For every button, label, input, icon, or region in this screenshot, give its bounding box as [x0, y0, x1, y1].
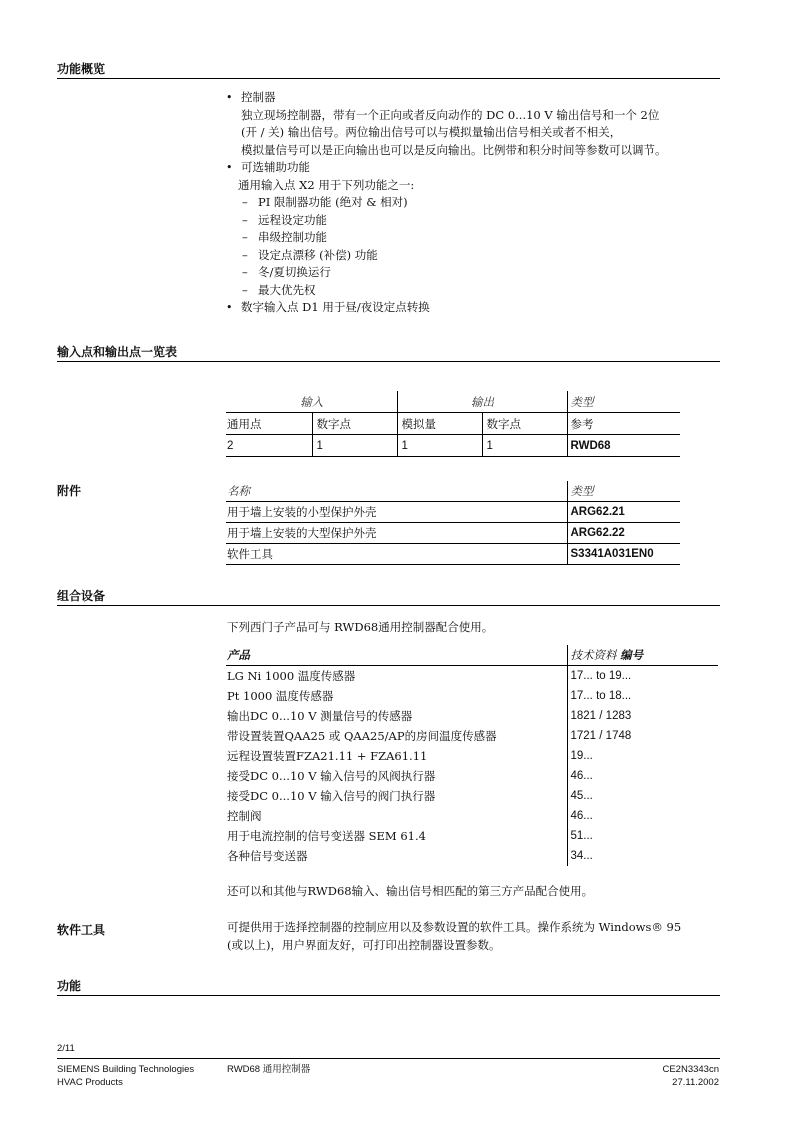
- io-group-output: 输出: [397, 391, 567, 413]
- table-row: [226, 706, 718, 726]
- footer-doc-title: RWD68 通用控制器: [227, 1064, 311, 1075]
- footer-doc-code: CE2N3343cn: [662, 1064, 719, 1075]
- section-title-functions: 功能: [57, 979, 82, 993]
- table-row: [226, 686, 718, 706]
- accessories-header-type: 类型: [567, 481, 680, 502]
- accessory-type: ARG62.21: [567, 502, 680, 523]
- equipment-header-doc-number: 编号: [620, 648, 644, 662]
- equipment-intro: 下列西门子产品可与 RWD68通用控制器配合使用。: [227, 620, 494, 634]
- io-header-cell: 数字点: [312, 413, 397, 435]
- table-row: [226, 786, 718, 806]
- footer-date: 27.11.2002: [672, 1077, 719, 1088]
- equipment-product: LG Ni 1000 温度传感器: [226, 666, 567, 687]
- io-group-input: 输入: [226, 391, 397, 413]
- table-row: [226, 544, 680, 565]
- function-overview-list: [226, 89, 720, 317]
- io-header-cell: 数字点: [482, 413, 567, 435]
- bullet-icon: •: [226, 301, 233, 314]
- equipment-doc: 51...: [570, 830, 593, 842]
- accessories-table: [226, 481, 680, 565]
- equipment-header-doc: [567, 645, 718, 666]
- list-item: [226, 299, 720, 317]
- software-desc-line: (或以上)，用户界面友好，可打印出控制器设置参数。: [227, 938, 501, 952]
- controller-desc-line: 模拟量信号可以是正向输出也可以是反向输出。比例带和积分时间等参数可以调节。: [241, 142, 667, 157]
- dash-icon: –: [242, 212, 248, 227]
- dash-icon: –: [242, 265, 248, 279]
- io-value-cell: 1: [397, 435, 482, 457]
- equipment-table: [226, 645, 718, 866]
- section-divider: [57, 605, 720, 606]
- dash-icon: –: [242, 282, 248, 297]
- section-divider: [57, 361, 720, 362]
- equipment-product: 接受DC 0...10 V 输入信号的风阀执行器: [226, 766, 567, 786]
- section-divider: [57, 995, 720, 996]
- aux-item: [226, 247, 720, 265]
- aux-item-text: 最大优先权: [258, 282, 316, 297]
- software-desc-line: 可提供用于选择控制器的控制应用以及参数设置的软件工具。操作系统为 Windows® 95: [227, 920, 682, 934]
- table-row: [226, 766, 718, 786]
- aux-title: 可选辅助功能: [241, 160, 310, 174]
- table-header-row: [226, 391, 680, 413]
- io-group-type: 类型: [567, 391, 680, 413]
- dash-icon: –: [242, 247, 248, 262]
- io-value-cell: RWD68: [567, 435, 680, 457]
- footer-company-line1: SIEMENS Building Technologies: [57, 1064, 195, 1075]
- equipment-doc: 1721 / 1748: [570, 730, 632, 742]
- list-item: [226, 159, 720, 177]
- equipment-product: 输出DC 0...10 V 测量信号的传感器: [226, 706, 567, 726]
- accessory-type: S3341A031EN0: [567, 544, 680, 565]
- table-row: [226, 435, 680, 457]
- aux-item-text: 冬/夏切换运行: [258, 265, 331, 279]
- footer-divider: [57, 1058, 720, 1059]
- accessory-name: 用于墙上安装的小型保护外壳: [226, 502, 567, 523]
- aux-item-text: 远程设定功能: [258, 212, 327, 227]
- equipment-doc: 1821 / 1283: [570, 710, 632, 722]
- bullet-icon: •: [226, 161, 233, 174]
- aux-item-text: PI 限制器功能 (绝对 & 相对): [258, 195, 408, 209]
- aux-item-text: 串级控制功能: [258, 230, 327, 244]
- controller-title: 控制器: [241, 90, 276, 104]
- section-divider: [57, 78, 720, 79]
- aux-item: [226, 229, 720, 247]
- table-row: [226, 746, 718, 766]
- equipment-doc: 46...: [570, 770, 593, 782]
- table-row: [226, 826, 718, 846]
- section-title-function-overview: 功能概览: [57, 62, 106, 76]
- footer-company-line2: HVAC Products: [57, 1077, 123, 1088]
- table-row: [226, 502, 680, 523]
- section-title-software: 软件工具: [57, 923, 106, 937]
- table-header-row: [226, 645, 718, 666]
- equipment-doc: 17... to 19...: [570, 670, 632, 682]
- equipment-doc: 46...: [570, 810, 593, 822]
- equipment-doc: 45...: [570, 790, 593, 802]
- page-number: 2/11: [57, 1043, 75, 1054]
- section-title-accessories: 附件: [57, 484, 82, 498]
- io-value-cell: 1: [312, 435, 397, 457]
- io-table: [226, 391, 680, 457]
- equipment-product: 各种信号变送器: [226, 846, 567, 866]
- table-row: [226, 523, 680, 544]
- table-header-row: [226, 481, 680, 502]
- accessories-header-name: 名称: [226, 481, 567, 502]
- accessory-name: 软件工具: [226, 544, 567, 565]
- aux-item-text: 设定点漂移 (补偿) 功能: [258, 247, 378, 262]
- equipment-product: 用于电流控制的信号变送器 SEM 61.4: [226, 826, 567, 846]
- controller-desc-line: 独立现场控制器，带有一个正向或者反向动作的 DC 0...10 V 输出信号和一个 2位: [241, 107, 660, 122]
- controller-desc-line: (开 / 关) 输出信号。两位输出信号可以与模拟量输出信号相关或者不相关，: [241, 125, 622, 139]
- aux-item: [226, 194, 720, 212]
- dash-icon: –: [242, 195, 248, 209]
- equipment-product: 带设置装置QAA25 或 QAA25/AP的房间温度传感器: [226, 726, 567, 746]
- equipment-doc: 19...: [570, 750, 593, 762]
- aux-intro: 通用输入点 X2 用于下列功能之一:: [238, 177, 415, 192]
- aux-item: [226, 264, 720, 282]
- table-row: [226, 846, 718, 866]
- equipment-doc: 17... to 18...: [570, 690, 632, 702]
- table-row: [226, 666, 718, 687]
- bullet-icon: •: [226, 91, 233, 104]
- accessory-type: ARG62.22: [567, 523, 680, 544]
- section-title-io-list: 输入点和输出点一览表: [57, 345, 178, 359]
- list-item: [226, 89, 720, 107]
- accessory-name: 用于墙上安装的大型保护外壳: [226, 523, 567, 544]
- table-row: [226, 806, 718, 826]
- equipment-doc: 34...: [570, 850, 593, 862]
- equipment-product: 接受DC 0...10 V 输入信号的阀门执行器: [226, 786, 567, 806]
- equipment-header-doc-prefix: 技术资料: [570, 648, 617, 662]
- equipment-outro: 还可以和其他与RWD68输入、输出信号相匹配的第三方产品配合使用。: [227, 884, 594, 898]
- equipment-product: 远程设置装置FZA21.11 + FZA61.11: [226, 746, 567, 766]
- io-value-cell: 2: [226, 435, 312, 457]
- equipment-product: Pt 1000 温度传感器: [226, 686, 567, 706]
- equipment-product: 控制阀: [226, 806, 567, 826]
- table-header-row: [226, 413, 680, 435]
- io-header-cell: 参考: [567, 413, 680, 435]
- io-value-cell: 1: [482, 435, 567, 457]
- digital-input-desc: 数字输入点 D1 用于昼/夜设定点转换: [241, 300, 430, 314]
- io-header-cell: 模拟量: [397, 413, 482, 435]
- aux-item: [226, 282, 720, 300]
- io-header-cell: 通用点: [226, 413, 312, 435]
- dash-icon: –: [242, 230, 248, 244]
- table-row: [226, 726, 718, 746]
- section-title-equipment: 组合设备: [57, 589, 106, 603]
- equipment-header-product: 产品: [226, 645, 567, 666]
- aux-item: [226, 212, 720, 230]
